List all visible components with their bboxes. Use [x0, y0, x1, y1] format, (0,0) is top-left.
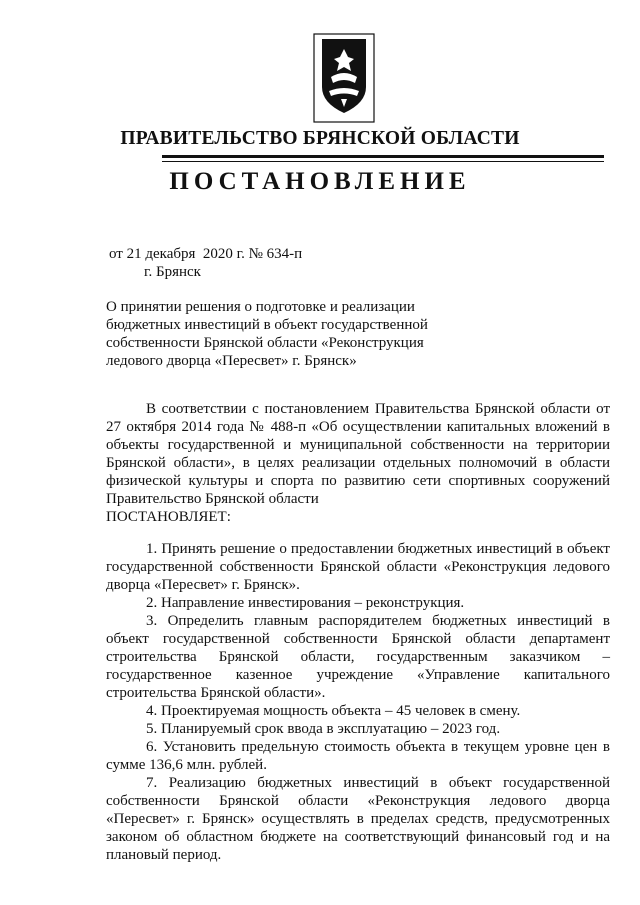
- document-subject: О принятии решения о подготовке и реализации бюджетных инвестиций в объект государственной собственности Брянской области «Реконструкция ледового дворца «Пересвет» г. Брянск»: [106, 299, 428, 369]
- decree-item-6: 6. Установить предельную стоимость объекта в текущем уровне цен в сумме 136,6 млн. рублей.: [106, 739, 610, 773]
- decree-item-2: 2. Направление инвестирования – реконструкция.: [146, 595, 465, 611]
- decree-item-5: 5. Планируемый срок ввода в эксплуатацию – 2023 год.: [146, 721, 501, 737]
- decree-item-1: 1. Принять решение о предоставлении бюджетных инвестиций в объект государственной собственности Брянской области «Реконструкция ледового дворца «Пересвет» г. Брянск».: [106, 541, 610, 593]
- decree-items: [106, 540, 610, 864]
- decree-item-7: 7. Реализацию бюджетных инвестиций в объект государственной собственности Брянской области «Реконструкция ледового дворца «Пересвет» г. Брянск» осуществлять в пределах средств, предусмотренных законом об областном бюджете на соответствующий финансовый год и на плановый период.: [106, 775, 610, 863]
- decree-item-3: 3. Определить главным распорядителем бюджетных инвестиций в объект государственной собственности Брянской области департамент строительства Брянской области, государственным заказчиком – государственное казенное учреждение «Управление капитального строительства Брянской области».: [106, 613, 610, 701]
- header-rule-thick: [162, 155, 604, 158]
- preamble-paragraph: В соответствии с постановлением Правительства Брянской области от 27 октября 2014 года № 488-п «Об осуществлении капитальных вложений в объекты государственной и муниципальной собственности на территории Брянской области», в целях реализации отдельных полномочий в области физической культуры и спорта по развитию сети спортивных сооружений Правительство Брянской области: [106, 401, 610, 507]
- document-city: г. Брянск: [144, 264, 201, 280]
- decree-word: ПОСТАНОВЛЯЕТ:: [106, 509, 231, 525]
- header-rule-thin: [162, 161, 604, 162]
- decree-item-4: 4. Проектируемая мощность объекта – 45 человек в смену.: [146, 703, 521, 719]
- preamble-section: [106, 400, 610, 526]
- government-title: ПРАВИТЕЛЬСТВО БРЯНСКОЙ ОБЛАСТИ: [120, 128, 520, 149]
- coat-of-arms-emblem: [313, 33, 375, 123]
- document-type-title: ПОСТАНОВЛЕНИЕ: [169, 168, 471, 195]
- document-date-number: от 21 декабря 2020 г. № 634-п: [109, 246, 303, 262]
